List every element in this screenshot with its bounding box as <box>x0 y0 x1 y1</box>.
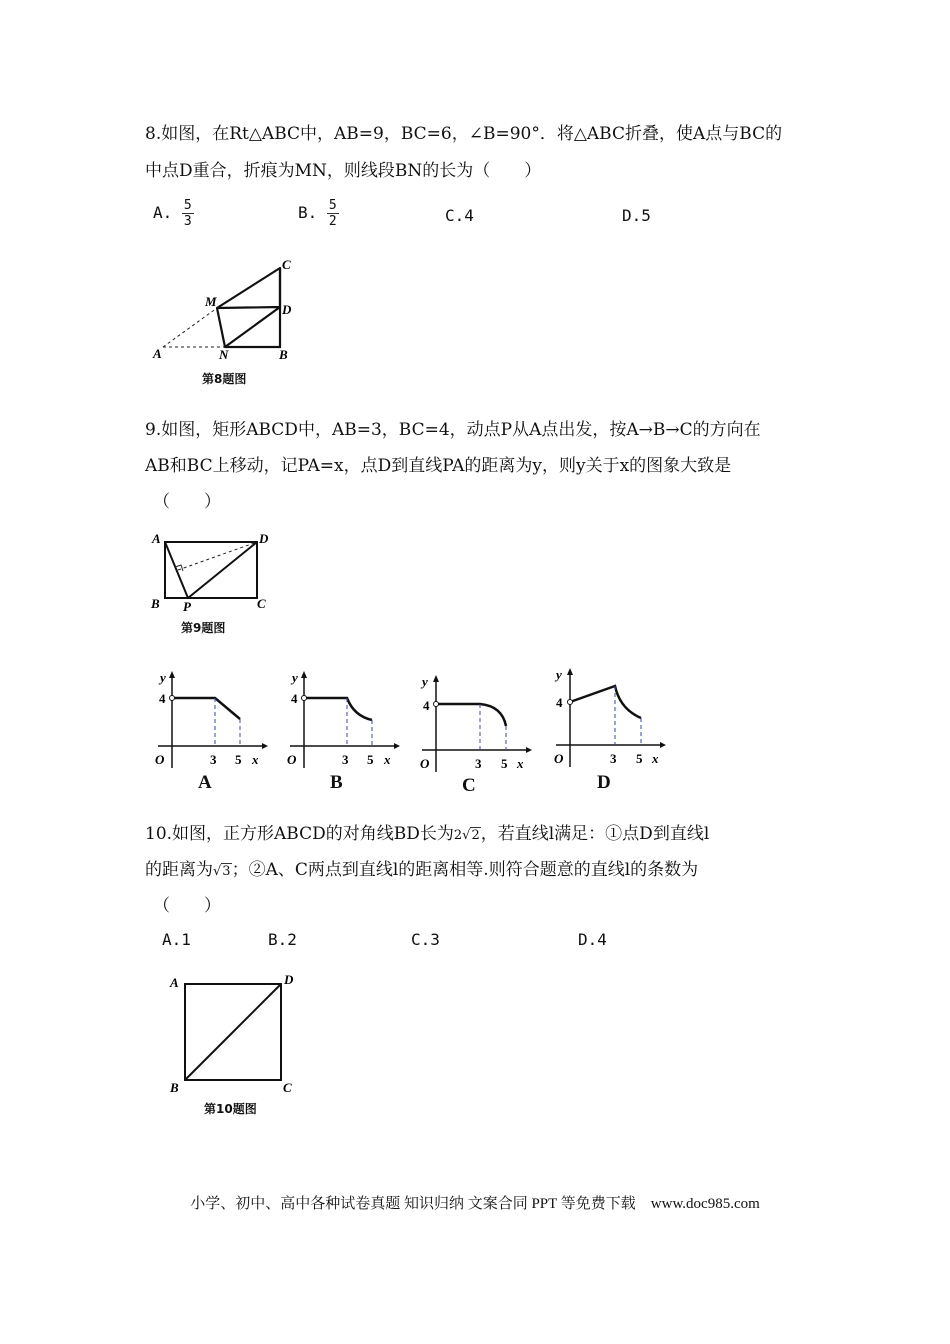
q8-option-c[interactable]: C.4 <box>445 206 474 225</box>
graph-c-y-tick: 4 <box>423 698 430 713</box>
q8-label-c: C <box>282 257 291 272</box>
graph-a-x-tick-5: 5 <box>235 752 242 767</box>
q9-perpendicular <box>178 542 257 570</box>
q8-option-a-denominator: 3 <box>183 214 192 229</box>
q9-graph-c-label: C <box>462 775 476 796</box>
q8-option-a[interactable] <box>153 198 194 229</box>
q10-option-b[interactable]: B.2 <box>268 930 297 949</box>
q9-label-a: A <box>152 531 161 546</box>
q10-diagonal-value: 2√2 <box>453 828 480 843</box>
q9-segment-pd <box>188 542 257 598</box>
q10-line2-end: ；②A、C两点到直线l的距离相等.则符合题意的直线l的条数为 <box>231 860 699 880</box>
graph-b-y-arrow <box>301 671 307 678</box>
graph-b-curve <box>304 698 372 720</box>
q10-text-line1 <box>145 819 709 844</box>
graph-b-origin: O <box>287 752 297 767</box>
q9-text-line2: AB和BC上移动，记PA=x，点D到直线PA的距离为y，则y关于x的图象大致是 <box>145 456 732 476</box>
q8-text-line1: 8.如图，在Rt△ABC中，AB=9，BC=6，∠B=90°．将△ABC折叠，使A点与BC的 <box>145 124 783 144</box>
q10-label-b: B <box>170 1080 179 1095</box>
q8-label-d: D <box>282 302 292 317</box>
graph-a-y-tick: 4 <box>159 691 166 706</box>
q8-option-b-numerator: 5 <box>328 198 337 213</box>
graph-c-x-arrow <box>526 747 532 753</box>
graph-d-x-tick-5: 5 <box>636 751 643 766</box>
graph-b-y-tick: 4 <box>291 691 298 706</box>
q9-graph-b[interactable] <box>282 668 402 778</box>
q9-figure <box>145 530 295 630</box>
q10-radical-coefficient: 2 <box>453 828 463 843</box>
graph-c-origin: O <box>420 756 430 771</box>
q9-graph-c[interactable] <box>414 670 534 785</box>
graph-d-y-arrow <box>567 668 573 675</box>
graph-b-x-label: x <box>384 752 391 767</box>
graph-d-curve <box>570 686 641 718</box>
graph-a-y-label: y <box>160 670 166 685</box>
graph-d-y-tick: 4 <box>556 695 563 710</box>
graph-c-x-label: x <box>517 756 524 771</box>
q10-diagonal-bd <box>185 984 281 1080</box>
q9-text-line3: （ ） <box>153 492 221 512</box>
q10-label-d: D <box>284 972 294 987</box>
q10-option-d[interactable]: D.4 <box>578 930 607 949</box>
graph-c-open-point <box>434 702 439 707</box>
graph-a-x-label: x <box>252 752 259 767</box>
q9-graph-b-label: B <box>330 772 343 793</box>
q9-graph-d[interactable] <box>548 665 668 775</box>
q10-text-line3: （ ） <box>153 896 221 916</box>
q9-label-b: B <box>151 596 160 611</box>
q10-line2-start: 的距离为 <box>145 860 213 880</box>
graph-d-origin: O <box>554 751 564 766</box>
q10-radicand-2: 2 <box>471 828 480 843</box>
q10-line1-start: 10.如图，正方形ABCD的对角线BD长为 <box>145 824 454 844</box>
q10-figure-caption: 第10题图 <box>204 1102 257 1116</box>
q9-label-c: C <box>257 596 266 611</box>
q8-triangle-edges <box>217 268 280 347</box>
q8-option-b[interactable] <box>298 198 339 229</box>
q8-fold-line-am <box>163 308 217 347</box>
q10-option-a[interactable]: A.1 <box>162 930 191 949</box>
q9-segment-ap <box>165 542 188 598</box>
q8-option-b-prefix: B. <box>298 203 318 222</box>
q10-label-a: A <box>170 975 179 990</box>
q8-option-d[interactable]: D.5 <box>622 206 651 225</box>
graph-d-y-label: y <box>556 667 562 682</box>
graph-c-x-tick-3: 3 <box>475 756 482 771</box>
q9-text-line1: 9.如图，矩形ABCD中，AB=3，BC=4，动点P从A点出发，按A→B→C的方向在 <box>145 420 761 440</box>
graph-a-open-point <box>170 696 175 701</box>
graph-a-curve <box>172 698 240 719</box>
graph-d-x-tick-3: 3 <box>610 751 617 766</box>
graph-b-y-label: y <box>292 670 298 685</box>
q10-text-line2 <box>145 855 698 880</box>
graph-c-curve <box>436 704 506 726</box>
q10-distance-value: √3 <box>213 864 231 879</box>
graph-c-x-tick-5: 5 <box>501 756 508 771</box>
q8-figure-caption: 第8题图 <box>202 372 247 386</box>
page-footer: 小学、初中、高中各种试卷真题 知识归纳 文案合同 PPT 等免费下载 www.doc985.com <box>190 1196 760 1212</box>
q10-radicand-3: 3 <box>222 864 231 879</box>
q8-option-b-denominator: 2 <box>328 214 337 229</box>
q9-label-d: D <box>259 531 269 546</box>
q8-label-m: M <box>205 294 217 309</box>
q8-figure <box>145 250 345 390</box>
q8-option-a-prefix: A. <box>153 203 173 222</box>
graph-a-y-arrow <box>169 671 175 678</box>
q9-graph-a[interactable] <box>150 668 270 778</box>
q9-graph-a-label: A <box>198 772 212 793</box>
q8-text-line2: 中点D重合，折痕为MN，则线段BN的长为（ ） <box>145 161 542 181</box>
q9-label-p: P <box>183 599 191 614</box>
graph-b-open-point <box>302 696 307 701</box>
graph-d-x-label: x <box>652 751 659 766</box>
graph-c-y-label: y <box>422 674 428 689</box>
graph-b-x-tick-3: 3 <box>342 752 349 767</box>
q8-option-b-fraction <box>327 198 339 229</box>
q10-option-c[interactable]: C.3 <box>411 930 440 949</box>
graph-d-x-arrow <box>660 742 666 748</box>
q10-figure <box>160 966 320 1101</box>
q8-option-a-fraction <box>182 198 194 229</box>
q9-figure-caption: 第9题图 <box>181 621 226 635</box>
graph-b-x-arrow <box>394 743 400 749</box>
q10-line1-end: ，若直线l满足：①点D到直线l <box>480 824 710 844</box>
q9-graph-d-label: D <box>597 772 611 793</box>
graph-b-x-tick-5: 5 <box>367 752 374 767</box>
q8-label-b: B <box>279 347 288 362</box>
graph-c-y-arrow <box>433 675 439 682</box>
q8-label-n: N <box>219 347 229 362</box>
q8-option-a-numerator: 5 <box>183 198 192 213</box>
graph-a-x-tick-3: 3 <box>210 752 217 767</box>
q10-label-c: C <box>283 1080 292 1095</box>
graph-d-open-point <box>568 700 573 705</box>
graph-a-x-arrow <box>262 743 268 749</box>
graph-a-origin: O <box>155 752 165 767</box>
q8-label-a: A <box>153 346 162 361</box>
